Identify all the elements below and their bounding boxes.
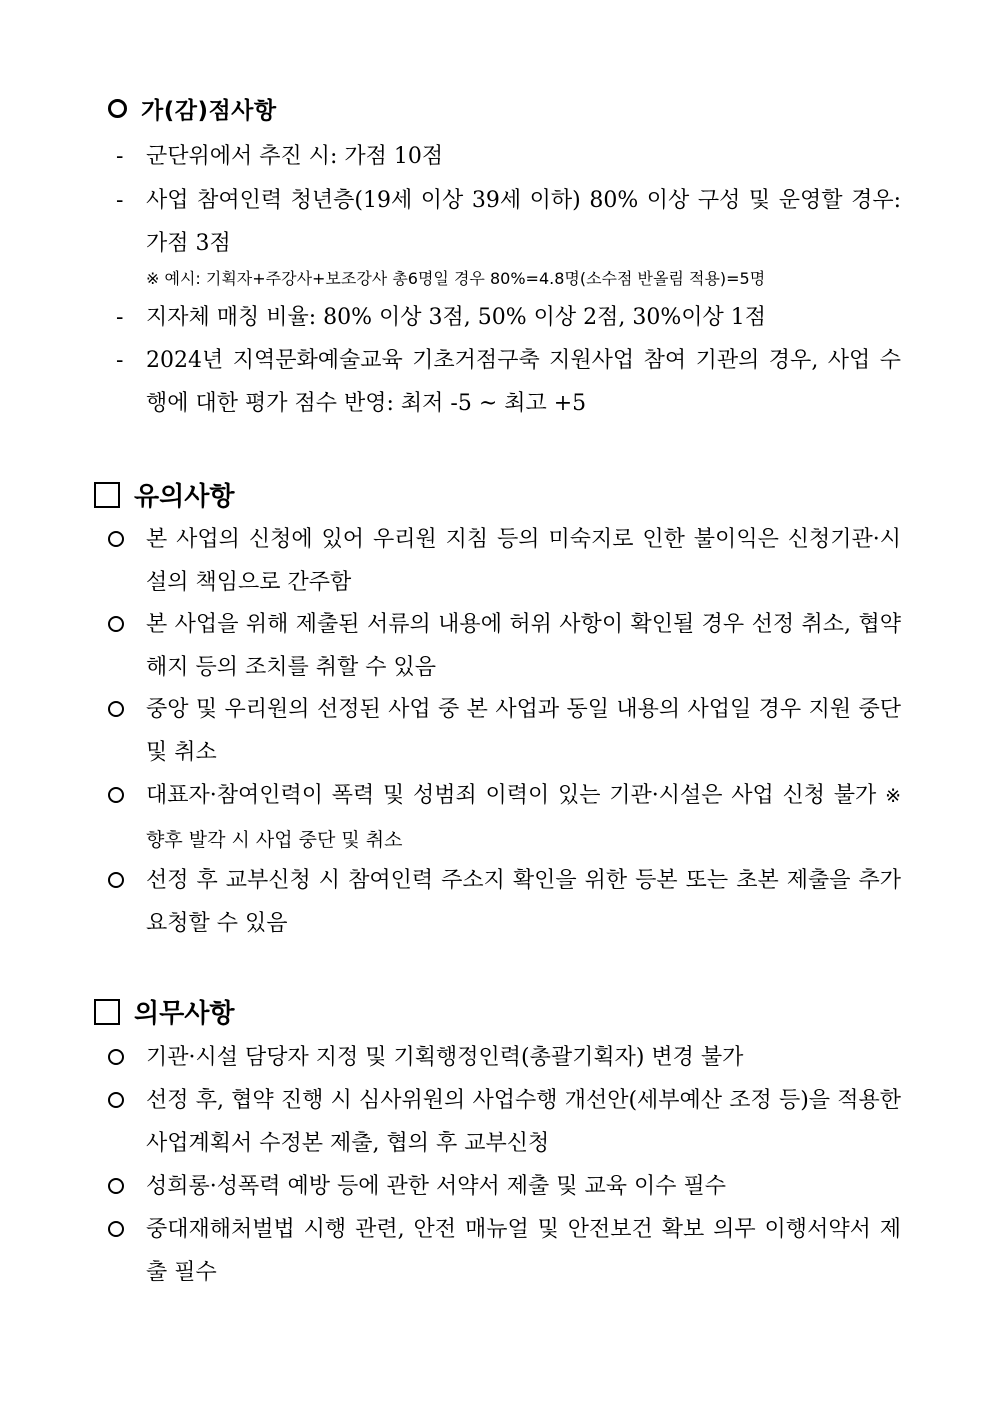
circle-bullet-icon (108, 1092, 124, 1108)
circle-bullet-icon (108, 701, 124, 717)
caution-inline-note: ※ 향후 발각 시 사업 중단 및 취소 (146, 785, 901, 851)
bonus-item (116, 179, 901, 265)
caution-item (108, 518, 901, 604)
circle-bullet-icon (108, 531, 124, 547)
obligation-item (108, 1208, 901, 1294)
obligation-text: 선정 후, 협약 진행 시 심사위원의 사업수행 개선안(세부예산 조정 등)을 적용한 사업계획서 수정본 제출, 협의 후 교부신청 (146, 1088, 901, 1156)
obligations-title: 의무사항 (134, 999, 235, 1029)
circle-bullet-icon (108, 99, 127, 118)
caution-item (108, 774, 901, 862)
obligation-text: 중대재해처벌법 시행 관련, 안전 매뉴얼 및 안전보건 확보 의무 이행서약서 제출 필수 (146, 1217, 901, 1285)
bonus-example-note: ※ 예시: 기획자+주강사+보조강사 총6명일 경우 80%=4.8명(소수점 반올림 적용)=5명 (146, 269, 766, 288)
caution-item (108, 859, 901, 945)
caution-text: 본 사업의 신청에 있어 우리원 지침 등의 미숙지로 인한 불이익은 신청기관·시설의 책임으로 간주함 (146, 527, 901, 595)
checkbox-square-icon (94, 482, 120, 508)
checkbox-square-icon (94, 999, 120, 1025)
dash-mark: - (116, 305, 124, 330)
obligation-item (108, 1036, 901, 1079)
bonus-item (116, 339, 901, 425)
bonus-item-text: 사업 참여인력 청년층(19세 이상 39세 이하) 80% 이상 구성 및 운영할 경우: 가점 3점 (146, 188, 901, 256)
bonus-item-text: 군단위에서 추진 시: 가점 10점 (146, 144, 444, 169)
caution-text: 중앙 및 우리원의 선정된 사업 중 본 사업과 동일 내용의 사업일 경우 지원 중단 및 취소 (146, 697, 901, 765)
caution-text: 본 사업을 위해 제출된 서류의 내용에 허위 사항이 확인될 경우 선정 취소, 협약 해지 등의 조치를 취할 수 있음 (146, 612, 901, 680)
obligation-text: 성희롱·성폭력 예방 등에 관한 서약서 제출 및 교육 이수 필수 (146, 1174, 726, 1199)
bonus-item (116, 296, 901, 339)
obligation-item (108, 1165, 901, 1208)
circle-bullet-icon (108, 1178, 124, 1194)
caution-text: 선정 후 교부신청 시 참여인력 주소지 확인을 위한 등본 또는 초본 제출을 추가 요청할 수 있음 (146, 868, 901, 936)
cautions-heading (94, 476, 234, 513)
obligation-item (108, 1079, 901, 1165)
dash-mark: - (116, 144, 124, 169)
caution-text-block (146, 774, 901, 862)
dash-mark: - (116, 188, 124, 213)
caution-item (108, 688, 901, 774)
dash-mark: - (116, 348, 124, 373)
obligation-text: 기관·시설 담당자 지정 및 기획행정인력(총괄기획자) 변경 불가 (146, 1045, 744, 1070)
cautions-title: 유의사항 (134, 482, 235, 512)
bonus-item-text: 지자체 매칭 비율: 80% 이상 3점, 50% 이상 2점, 30%이상 1점 (146, 305, 767, 330)
circle-bullet-icon (108, 872, 124, 888)
bonus-item (116, 135, 901, 178)
circle-bullet-icon (108, 787, 124, 803)
bonus-item-text: 2024년 지역문화예술교육 기초거점구축 지원사업 참여 기관의 경우, 사업 수행에 대한 평가 점수 반영: 최저 -5 ~ 최고 +5 (146, 348, 901, 416)
obligations-heading (94, 993, 234, 1030)
circle-bullet-icon (108, 1221, 124, 1237)
caution-item (108, 603, 901, 689)
bonus-title: 가(감)점사항 (141, 98, 277, 124)
bonus-heading (108, 92, 277, 125)
caution-text: 대표자·참여인력이 폭력 및 성범죄 이력이 있는 기관·시설은 사업 신청 불가 (146, 783, 877, 808)
circle-bullet-icon (108, 1049, 124, 1065)
circle-bullet-icon (108, 616, 124, 632)
